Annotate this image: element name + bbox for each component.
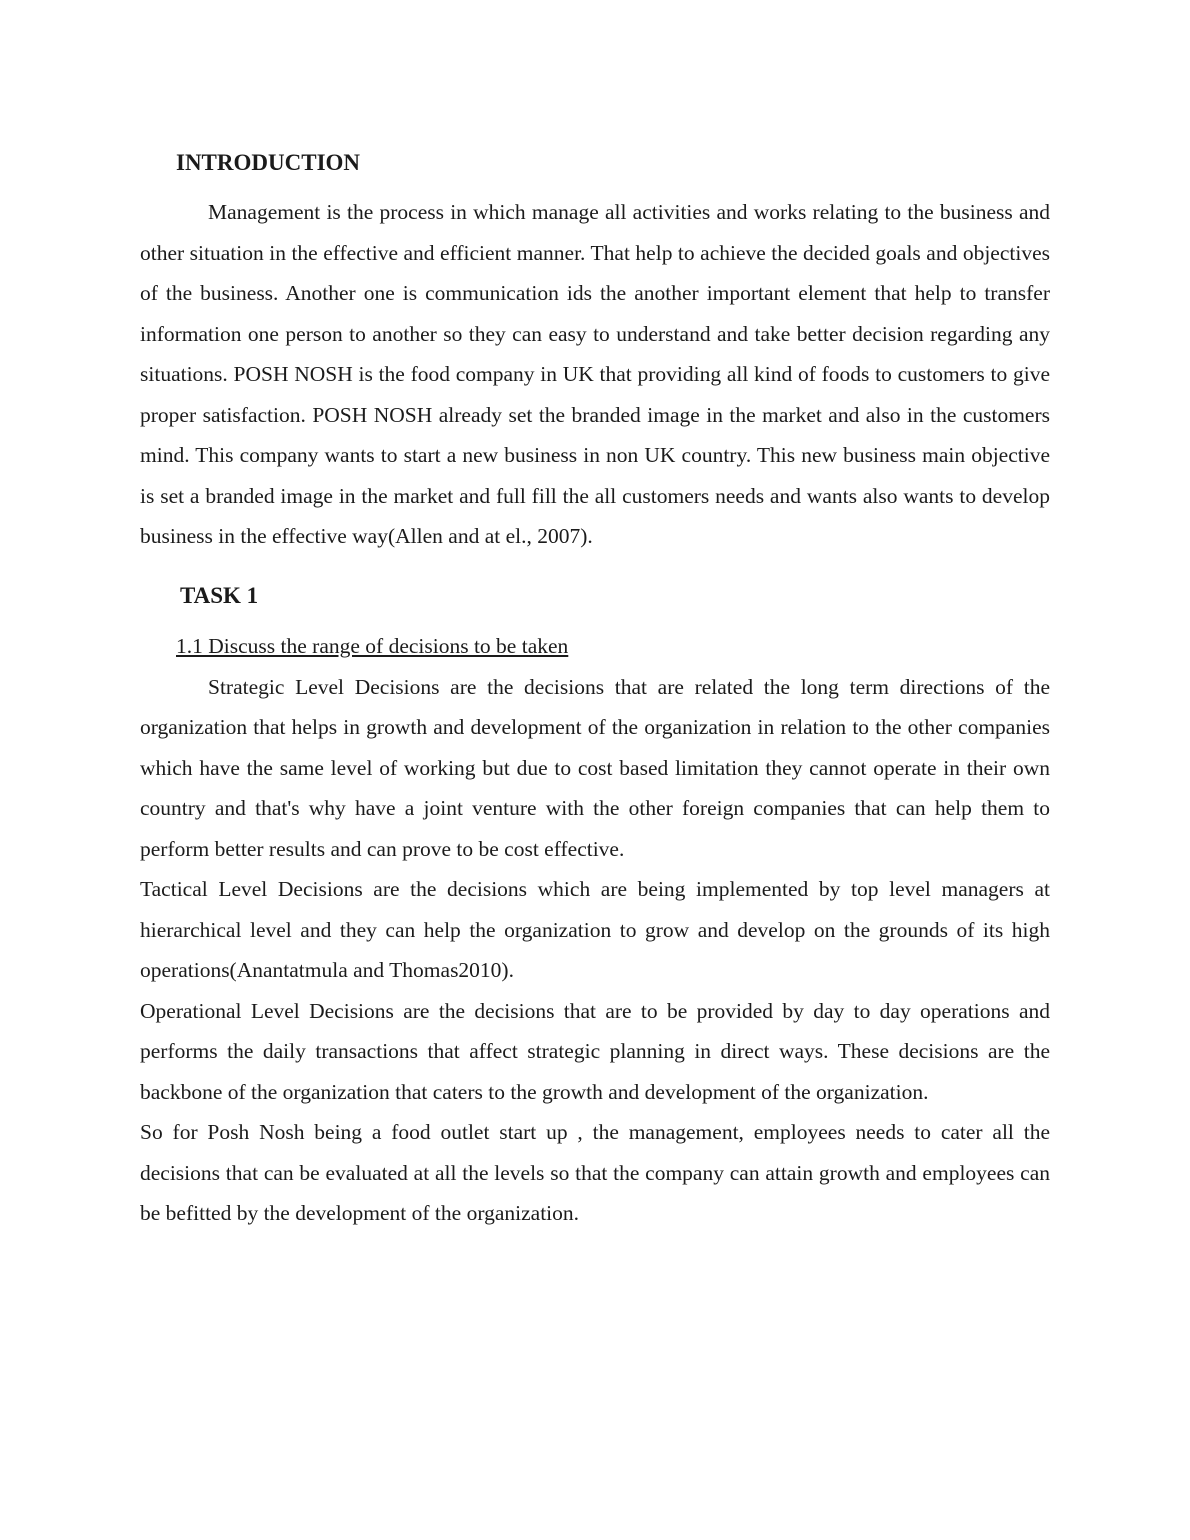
- section-1-1-subheading: 1.1 Discuss the range of decisions to be taken: [176, 633, 569, 658]
- introduction-paragraph: Management is the process in which manage all activities and works relating to the business and other situation in the effective and efficient manner. That help to achieve the decided goals and objectives of the business. Another one is communication ids the another important element that help to transfer information one person to another so they can easy to understand and take better decision regarding any situations. POSH NOSH is the food company in UK that providing all kind of foods to customers to give proper satisfaction. POSH NOSH already set the branded image in the market and also in the customers mind. This company wants to start a new business in non UK country. This new business main objective is set a branded image in the market and full fill the all customers needs and wants also wants to develop business in the effective way(Allen and at el., 2007).: [140, 200, 1050, 548]
- strategic-decisions-paragraph: Strategic Level Decisions are the decisions that are related the long term directions of the organization that helps in growth and development of the organization in relation to the other companies which have the same level of working but due to cost based limitation they cannot operate in their own country and that's why have a joint venture with the other foreign companies that can help them to perform better results and can prove to be cost effective.: [140, 674, 1050, 861]
- task1-heading: TASK 1: [180, 582, 259, 608]
- tactical-decisions-paragraph: Tactical Level Decisions are the decisions which are being implemented by top level managers at hierarchical level and they can help the organization to grow and develop on the grounds of its high operations(Anantatmula and Thomas2010).: [140, 877, 1050, 982]
- conclusion-paragraph: So for Posh Nosh being a food outlet start up , the management, employees needs to cater all the decisions that can be evaluated at all the levels so that the company can attain growth and employees can be befitted by the development of the organization.: [140, 1120, 1050, 1225]
- introduction-heading: INTRODUCTION: [176, 150, 361, 175]
- operational-decisions-paragraph: Operational Level Decisions are the decisions that are to be provided by day to day operations and performs the daily transactions that affect strategic planning in direct ways. These decisions are the backbone of the organization that caters to the growth and development of the organization.: [140, 998, 1050, 1104]
